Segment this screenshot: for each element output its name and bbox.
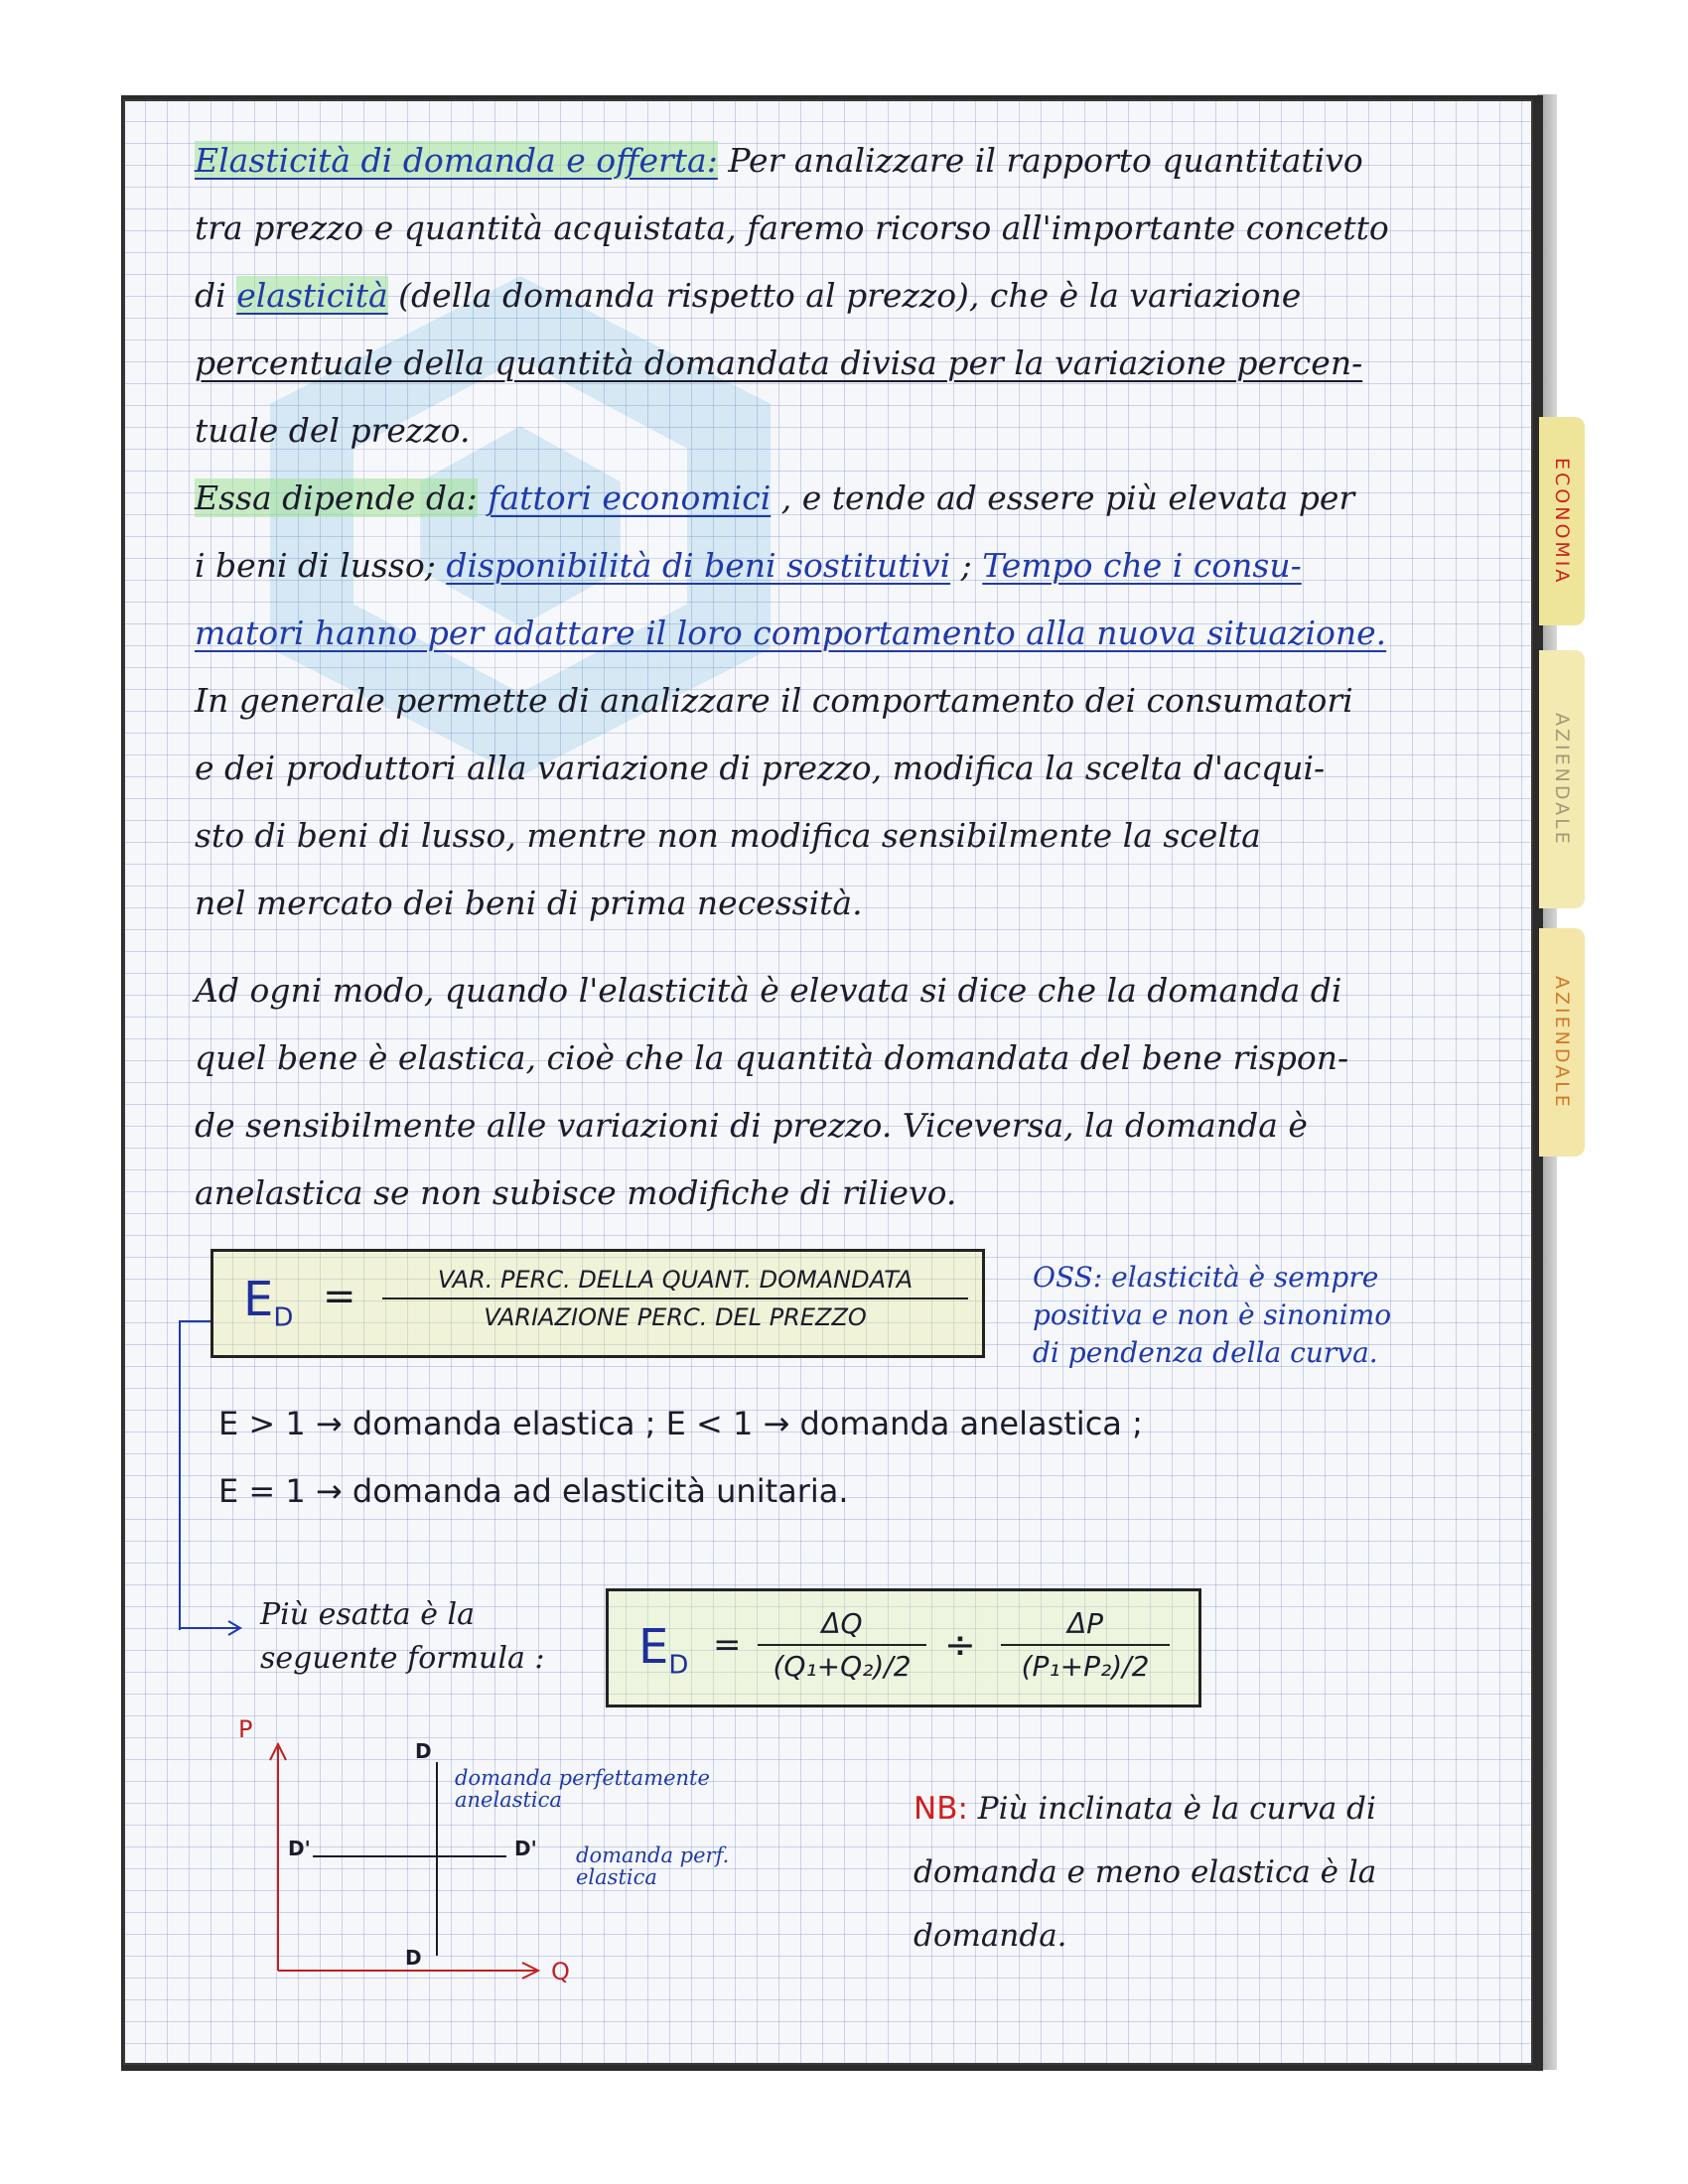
paragraph-4-line-2: quel bene è elastica, cioè che la quantità domandata del bene rispon-: [195, 1038, 1349, 1077]
nb-prefix: NB:: [914, 1791, 968, 1827]
text: i beni di lusso;: [195, 546, 436, 585]
text-line: anelastica: [455, 1788, 562, 1812]
nb-line-1: [914, 1777, 1376, 1841]
label-d-bottom: D: [405, 1946, 422, 1970]
formula-box-main: [211, 1249, 985, 1358]
keyword-elasticita: elasticità: [236, 276, 388, 315]
denominator-q: (Q₁+Q₂)/2: [773, 1650, 912, 1683]
oss-note: [1033, 1259, 1391, 1372]
tab-label: AZIENDALE: [1551, 712, 1573, 847]
paragraph-2-line-3: matori hanno per adattare il loro comportamento alla nuova situazione.: [195, 614, 1387, 652]
symbol-e: E: [243, 1272, 274, 1327]
label-d-top: D: [415, 1739, 432, 1763]
paragraph-3-line-4: nel mercato dei beni di prima necessità.: [195, 884, 863, 922]
subscript-d: D: [273, 1302, 294, 1333]
fraction-bar: [1001, 1644, 1170, 1646]
paragraph-4-line-3: de sensibilmente alle variazioni di prezzo. Viceversa, la domanda è: [195, 1106, 1308, 1145]
text: di: [195, 276, 226, 315]
paragraph-1-line-3: [195, 262, 1301, 330]
oss-line-1: OSS: elasticità è sempre: [1033, 1261, 1379, 1294]
nb-note: [914, 1777, 1376, 1968]
paragraph-1-line-4: percentuale della quantità domandata divisa per la variazione percen-: [195, 343, 1363, 382]
arrow-right-icon: [179, 1618, 258, 1638]
formula-box-exact: [606, 1588, 1201, 1707]
fraction-q: [758, 1607, 926, 1683]
label-d1-right: D': [514, 1837, 537, 1860]
paragraph-3-line-3: sto di beni di lusso, mentre non modifica sensibilmente la scelta: [195, 816, 1261, 855]
paragraph-2-line-2: [195, 532, 1302, 600]
symbol-e: E: [638, 1619, 669, 1675]
bracket-line: [179, 1320, 211, 1630]
cases-line-1: E > 1 → domanda elastica ; E < 1 → domanda anelastica ;: [218, 1405, 1143, 1442]
denominator-p: (P₁+P₂)/2: [1021, 1650, 1150, 1683]
tab-economia[interactable]: [1539, 417, 1585, 625]
tab-label: ECONOMIA: [1551, 457, 1573, 586]
axis-p-label: P: [238, 1715, 253, 1743]
intro-line-1: Più esatta è la: [260, 1597, 475, 1632]
paragraph-4-line-1: Ad ogni modo, quando l'elasticità è elevata si dice che la domanda di: [195, 971, 1342, 1010]
tab-aziendale-2[interactable]: [1539, 928, 1585, 1157]
division-sign: ÷: [944, 1623, 976, 1667]
oss-line-3: di pendenza della curva.: [1033, 1336, 1378, 1369]
factor-economic: fattori economici: [488, 478, 772, 517]
text-line: elastica: [576, 1865, 657, 1889]
paragraph-3-line-1: In generale permette di analizzare il comportamento dei consumatori: [195, 681, 1353, 720]
fraction-bar: [758, 1644, 926, 1646]
formula-2-intro: [260, 1593, 545, 1681]
paragraph-3-line-2: e dei produttori alla variazione di prezzo, modifica la scelta d'acqui-: [195, 749, 1326, 787]
section-title: Elasticità di domanda e offerta:: [195, 141, 718, 180]
formula-lhs: [638, 1619, 688, 1681]
paragraph-1-line-1: [195, 127, 1363, 195]
equals-sign: =: [713, 1625, 742, 1665]
nb-text: Più inclinata è la curva di: [977, 1791, 1376, 1827]
numerator-dp: ΔP: [1066, 1607, 1104, 1640]
cases-line-2: E = 1 → domanda ad elasticità unitaria.: [218, 1472, 849, 1510]
text: ;: [960, 546, 972, 585]
text: (della domanda rispetto al prezzo), che è la variazione: [398, 276, 1302, 315]
text: , e tende ad essere più elevata per: [780, 478, 1355, 517]
axis-q-label: Q: [551, 1958, 570, 1985]
intro-line-2: seguente formula :: [260, 1641, 545, 1676]
oss-line-2: positiva e non è sinonimo: [1033, 1298, 1392, 1331]
paragraph-4-line-4: anelastica se non subisce modifiche di rilievo.: [195, 1173, 957, 1212]
paragraph-1-line-2: tra prezzo e quantità acquistata, faremo ricorso all'importante concetto: [195, 208, 1389, 247]
text: Per analizzare il rapporto quantitativo: [728, 141, 1363, 180]
text-perfectly-inelastic: [455, 1767, 710, 1811]
numerator: VAR. PERC. DELLA QUANT. DOMANDATA: [437, 1266, 914, 1294]
nb-line-3: domanda.: [914, 1918, 1067, 1954]
text-line: domanda perf.: [576, 1843, 730, 1867]
subscript-d: D: [668, 1650, 689, 1681]
tab-aziendale-1[interactable]: [1539, 650, 1585, 908]
formula-lhs: [243, 1272, 293, 1333]
equals-sign: =: [323, 1274, 356, 1319]
nb-line-2: domanda e meno elastica è la: [914, 1854, 1377, 1890]
factor-substitutes: disponibilità di beni sostitutivi: [446, 546, 951, 585]
fraction-bar: [382, 1297, 968, 1299]
factor-time: Tempo che i consu-: [982, 546, 1302, 585]
text-line: domanda perfettamente: [455, 1766, 710, 1790]
numerator-dq: ΔQ: [821, 1607, 863, 1640]
text: Essa dipende da:: [195, 478, 478, 517]
paragraph-1-line-5: tuale del prezzo.: [195, 411, 471, 450]
tab-label: AZIENDALE: [1551, 975, 1573, 1110]
fraction-p: [1001, 1607, 1170, 1683]
denominator: VARIAZIONE PERC. DEL PREZZO: [484, 1303, 867, 1331]
text-perfectly-elastic: [576, 1844, 729, 1888]
paragraph-2-line-1: [195, 465, 1354, 532]
formula-fraction: [382, 1266, 968, 1331]
label-d1-left: D': [288, 1837, 311, 1860]
